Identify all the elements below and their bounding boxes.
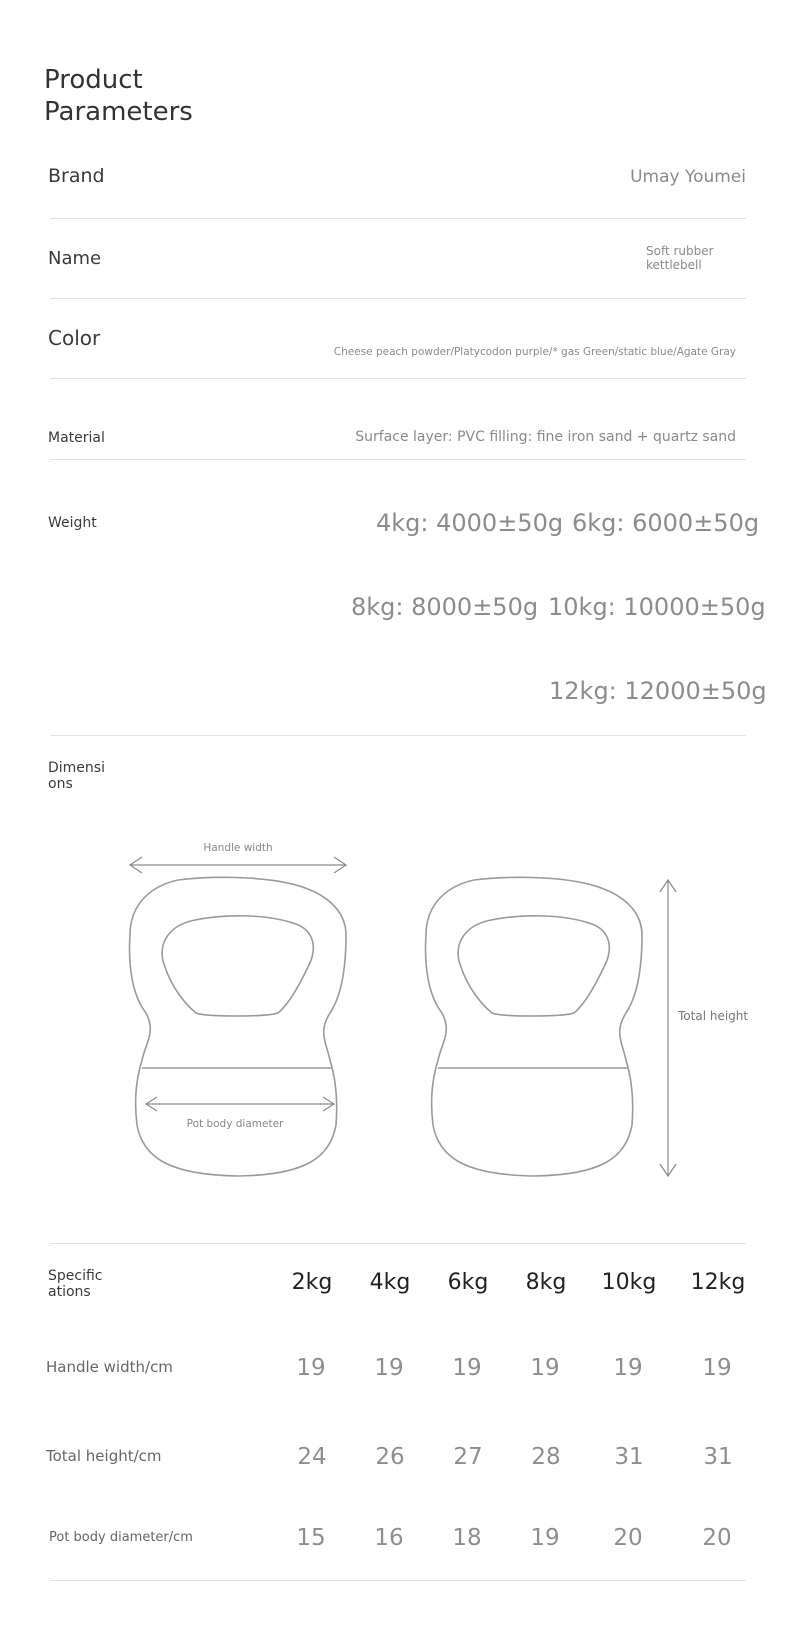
divider [50, 218, 746, 219]
divider [50, 735, 746, 736]
total-height-12kg: 31 [703, 1444, 733, 1470]
specifications-label-line1: Specific [48, 1268, 103, 1284]
pot-body-4kg: 16 [374, 1525, 404, 1551]
weight-value-6kg: 6kg: 6000±50g [572, 509, 760, 537]
specifications-label-line2: ations [48, 1284, 91, 1300]
pot-body-row-label: Pot body diameter/cm [49, 1530, 193, 1545]
pot-body-6kg: 18 [452, 1525, 482, 1551]
left-kettlebell-handle-hole [162, 916, 313, 1016]
pot-body-10kg: 20 [613, 1525, 643, 1551]
size-4kg: 4kg [369, 1270, 411, 1295]
handle-width-row-label: Handle width/cm [46, 1358, 173, 1376]
divider [50, 1243, 746, 1244]
brand-value: Umay Youmei [630, 167, 746, 187]
handle-width-label: Handle width [203, 842, 273, 854]
dimensions-label [48, 760, 105, 792]
size-8kg: 8kg [525, 1270, 567, 1295]
material-label: Material [48, 430, 105, 446]
name-value-line1: Soft rubber [646, 244, 714, 258]
name-value-line2: kettlebell [646, 258, 702, 272]
pot-body-12kg: 20 [702, 1525, 732, 1551]
page-title: Product Parameters [44, 65, 193, 127]
weight-value-4kg: 4kg: 4000±50g [376, 509, 564, 537]
weight-value-12kg: 12kg: 12000±50g [549, 677, 767, 705]
name-value [646, 244, 714, 272]
material-value: Surface layer: PVC filling: fine iron sand + quartz sand [355, 429, 736, 445]
specifications-label [48, 1268, 103, 1300]
handle-width-6kg: 19 [452, 1355, 482, 1381]
weight-value-8kg: 8kg: 8000±50g [351, 593, 539, 621]
pot-body-2kg: 15 [296, 1525, 326, 1551]
left-kettlebell-outline [130, 877, 346, 1176]
total-height-4kg: 26 [375, 1444, 405, 1470]
size-10kg: 10kg [601, 1270, 657, 1295]
divider [50, 298, 746, 299]
handle-width-4kg: 19 [374, 1355, 404, 1381]
name-label: Name [48, 248, 102, 269]
handle-width-8kg: 19 [530, 1355, 560, 1381]
divider [50, 1580, 746, 1581]
color-label: Color [48, 326, 101, 350]
brand-label: Brand [48, 165, 105, 187]
total-height-2kg: 24 [297, 1444, 327, 1470]
pot-body-label: Pot body diameter [186, 1118, 284, 1130]
total-height-8kg: 28 [531, 1444, 561, 1470]
pot-body-8kg: 19 [530, 1525, 560, 1551]
size-6kg: 6kg [447, 1270, 489, 1295]
kettlebell-diagram [0, 830, 790, 1190]
handle-width-2kg: 19 [296, 1355, 326, 1381]
total-height-10kg: 31 [614, 1444, 644, 1470]
handle-width-10kg: 19 [613, 1355, 643, 1381]
dimensions-label-line2: ons [48, 776, 73, 792]
color-value: Cheese peach powder/Platycodon purple/* gas Green/static blue/Agate Gray [333, 346, 736, 358]
total-height-row-label: Total height/cm [46, 1447, 162, 1465]
divider [50, 459, 746, 460]
weight-label: Weight [48, 515, 97, 531]
size-2kg: 2kg [291, 1270, 333, 1295]
handle-width-12kg: 19 [702, 1355, 732, 1381]
size-12kg: 12kg [690, 1270, 746, 1295]
weight-value-10kg: 10kg: 10000±50g [548, 593, 766, 621]
divider [50, 378, 746, 379]
right-kettlebell-outline [426, 877, 642, 1176]
dimensions-label-line1: Dimensi [48, 760, 105, 776]
right-kettlebell-handle-hole [458, 916, 609, 1016]
total-height-6kg: 27 [453, 1444, 483, 1470]
total-height-label: Total height [678, 1009, 749, 1023]
